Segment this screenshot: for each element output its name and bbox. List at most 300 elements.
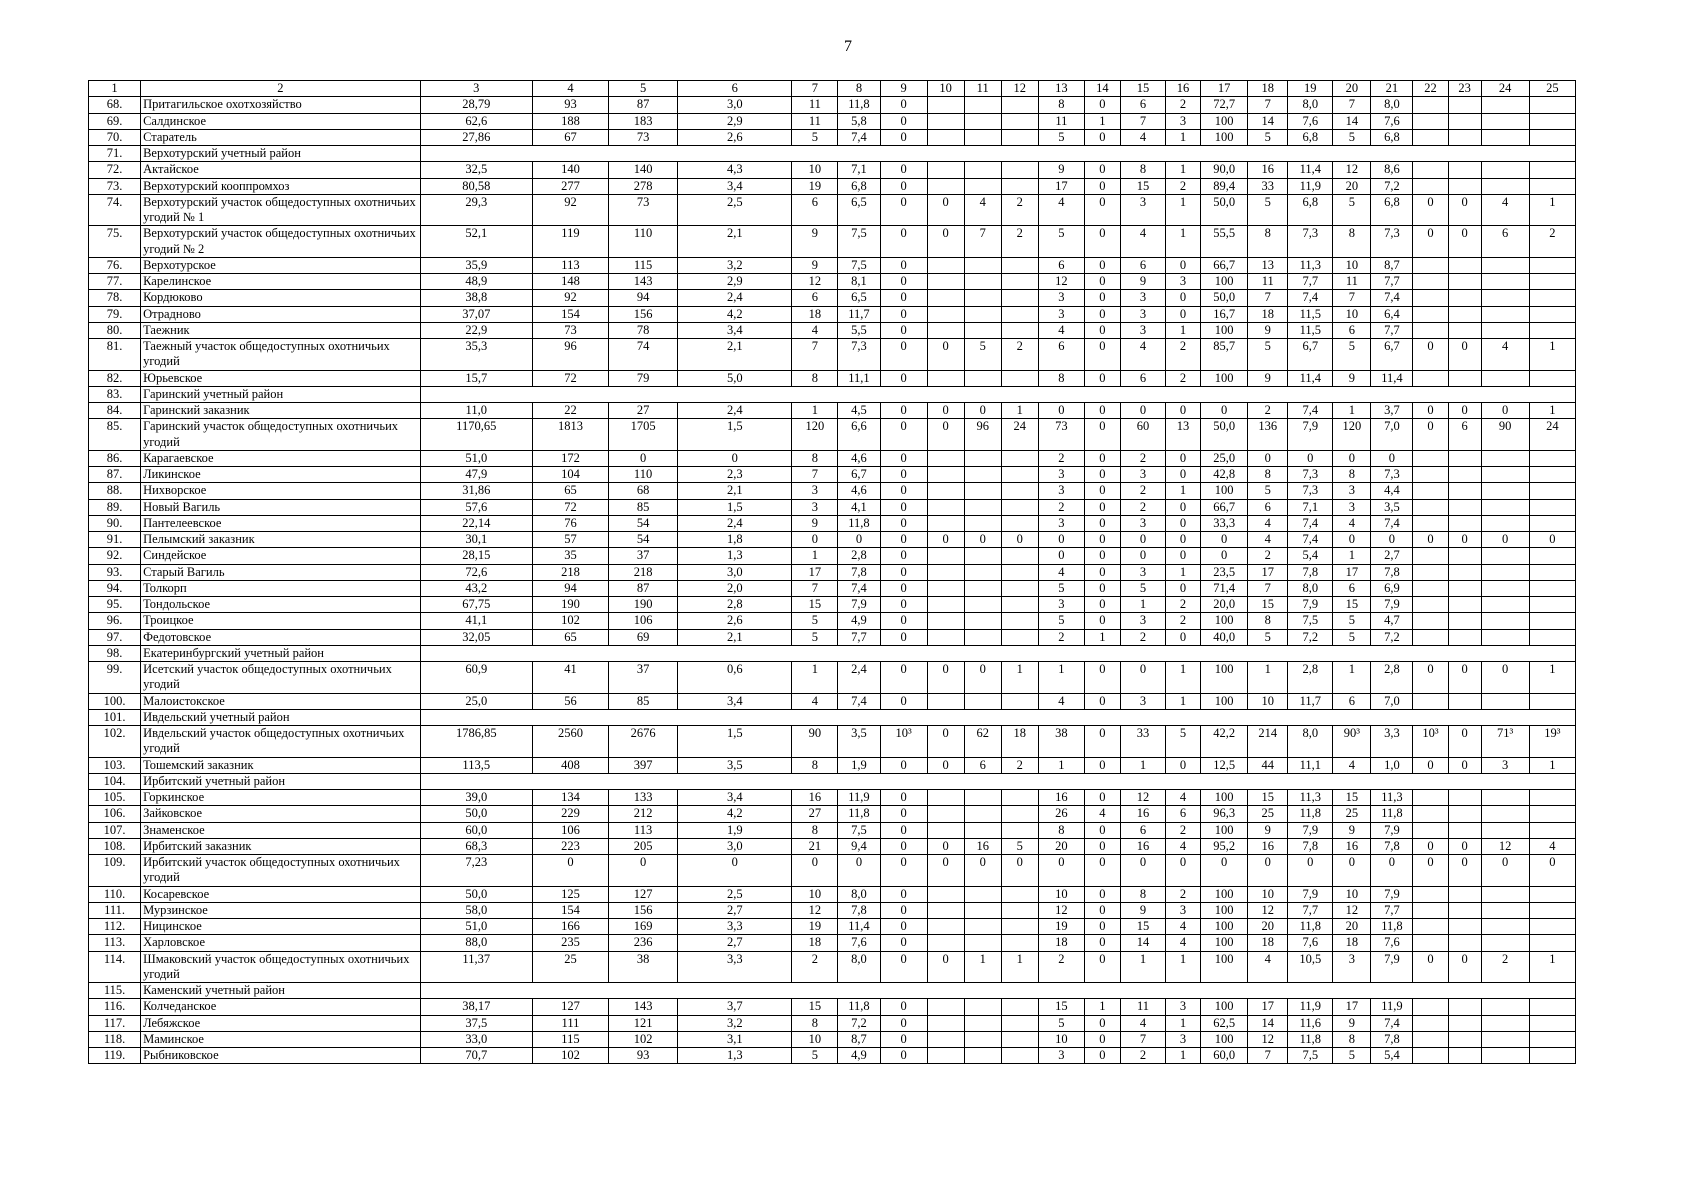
table-cell: 16,7 <box>1201 306 1248 322</box>
table-cell: 0 <box>1084 322 1120 338</box>
table-cell: 90 <box>1481 419 1529 451</box>
table-cell: 7,7 <box>1371 274 1413 290</box>
table-cell <box>1413 129 1448 145</box>
table-cell: 92 <box>532 290 608 306</box>
table-row <box>89 935 1576 951</box>
table-cell: 6 <box>1333 322 1371 338</box>
table-cell: 0 <box>1084 902 1120 918</box>
table-cell: 11,7 <box>1288 693 1333 709</box>
column-header-19: 19 <box>1288 81 1333 97</box>
table-cell: 0 <box>880 532 927 548</box>
table-cell: 6,8 <box>838 178 880 194</box>
table-cell: 0 <box>1166 515 1201 531</box>
table-cell: 0 <box>1084 919 1120 935</box>
table-cell: 5 <box>1038 129 1084 145</box>
row-number: 81. <box>89 339 141 371</box>
table-cell: 0 <box>1038 548 1084 564</box>
table-cell: 12 <box>1333 902 1371 918</box>
table-cell <box>1001 129 1038 145</box>
table-cell <box>927 129 964 145</box>
table-cell: 154 <box>532 306 608 322</box>
table-cell: 7,7 <box>838 629 880 645</box>
table-cell: 0 <box>880 855 927 887</box>
table-cell <box>1481 693 1529 709</box>
table-cell: 5,4 <box>1288 548 1333 564</box>
table-cell: 1 <box>1166 194 1201 226</box>
table-cell: 0 <box>927 855 964 887</box>
table-cell: 3,2 <box>678 257 792 273</box>
table-cell: 9 <box>1248 822 1288 838</box>
table-cell: 0 <box>1084 662 1120 694</box>
table-cell <box>1001 790 1038 806</box>
table-cell: 125 <box>532 886 608 902</box>
table-cell: 4 <box>1333 515 1371 531</box>
row-number: 101. <box>89 709 141 725</box>
table-cell <box>1448 178 1481 194</box>
table-row <box>89 886 1576 902</box>
table-cell: 4,2 <box>678 306 792 322</box>
table-cell: 0 <box>1448 951 1481 983</box>
table-cell: 11,5 <box>1288 306 1333 322</box>
table-cell: 85,7 <box>1201 339 1248 371</box>
table-cell: 11,1 <box>838 370 880 386</box>
table-cell: 16 <box>964 838 1001 854</box>
table-cell <box>927 290 964 306</box>
table-cell: 7,8 <box>838 564 880 580</box>
table-cell <box>1413 790 1448 806</box>
table-cell: 5 <box>792 1048 838 1064</box>
table-cell: 0 <box>927 757 964 773</box>
table-cell: 9 <box>1248 322 1288 338</box>
table-cell: 4 <box>1038 194 1084 226</box>
table-cell <box>964 1015 1001 1031</box>
table-cell: 66,7 <box>1201 499 1248 515</box>
table-cell <box>964 97 1001 113</box>
table-cell: 9,4 <box>838 838 880 854</box>
table-cell: 0 <box>1084 548 1120 564</box>
table-cell: 8,7 <box>1371 257 1413 273</box>
table-cell: 119 <box>532 226 608 258</box>
table-cell <box>1529 999 1575 1015</box>
table-cell: 120 <box>792 419 838 451</box>
table-cell <box>1481 886 1529 902</box>
table-cell: 154 <box>532 902 608 918</box>
table-cell: 20 <box>1038 838 1084 854</box>
row-name: Горкинское <box>141 790 421 806</box>
table-cell <box>1413 322 1448 338</box>
table-cell: 5 <box>1001 838 1038 854</box>
table-cell: 3,4 <box>678 790 792 806</box>
table-cell: 11,8 <box>838 515 880 531</box>
table-cell <box>1413 613 1448 629</box>
table-cell: 0 <box>880 838 927 854</box>
table-cell: 214 <box>1248 726 1288 758</box>
table-cell <box>927 999 964 1015</box>
table-cell <box>1481 306 1529 322</box>
table-cell <box>1481 257 1529 273</box>
table-cell <box>927 919 964 935</box>
table-cell: 89,4 <box>1201 178 1248 194</box>
table-cell <box>1448 919 1481 935</box>
table-cell: 0 <box>678 450 792 466</box>
table-cell: 8 <box>792 1015 838 1031</box>
table-cell: 17 <box>1248 564 1288 580</box>
table-cell: 7,4 <box>838 693 880 709</box>
table-cell: 57 <box>532 532 608 548</box>
table-cell: 7,9 <box>1371 597 1413 613</box>
table-cell <box>1001 515 1038 531</box>
table-cell: 3 <box>1038 290 1084 306</box>
table-cell <box>1448 613 1481 629</box>
table-cell <box>1448 597 1481 613</box>
table-cell: 32,05 <box>420 629 532 645</box>
table-cell: 5 <box>1248 629 1288 645</box>
table-cell: 12 <box>1248 902 1288 918</box>
table-row <box>89 790 1576 806</box>
table-cell: 0 <box>1333 450 1371 466</box>
row-number: 100. <box>89 693 141 709</box>
table-cell: 0 <box>964 855 1001 887</box>
table-cell: 9 <box>1120 274 1165 290</box>
table-cell <box>927 580 964 596</box>
table-cell: 8,0 <box>1288 726 1333 758</box>
table-cell <box>1448 1031 1481 1047</box>
table-cell: 19 <box>792 178 838 194</box>
table-cell: 100 <box>1201 483 1248 499</box>
table-cell: 7 <box>1333 97 1371 113</box>
table-cell <box>1413 580 1448 596</box>
table-cell: 1 <box>1166 483 1201 499</box>
table-cell <box>1413 162 1448 178</box>
table-cell: 0 <box>1084 419 1120 451</box>
row-name: Пелымский заказник <box>141 532 421 548</box>
table-cell: 6 <box>1448 419 1481 451</box>
row-name: Пантелеевское <box>141 515 421 531</box>
table-cell <box>1413 935 1448 951</box>
table-cell: 0 <box>927 532 964 548</box>
table-cell: 11 <box>1333 274 1371 290</box>
table-cell <box>1481 790 1529 806</box>
table-cell: 235 <box>532 935 608 951</box>
table-cell: 100 <box>1201 919 1248 935</box>
table-cell: 7,8 <box>838 902 880 918</box>
table-cell <box>1448 822 1481 838</box>
table-cell: 38 <box>1038 726 1084 758</box>
table-cell: 7 <box>1120 113 1165 129</box>
table-cell: 1786,85 <box>420 726 532 758</box>
table-cell <box>964 499 1001 515</box>
table-cell: 51,0 <box>420 450 532 466</box>
table-cell: 110 <box>609 467 678 483</box>
row-number: 94. <box>89 580 141 596</box>
table-cell: 100 <box>1201 662 1248 694</box>
table-cell: 0 <box>1201 403 1248 419</box>
table-cell: 7 <box>1248 97 1288 113</box>
table-cell: 3 <box>1166 902 1201 918</box>
table-cell: 18 <box>1001 726 1038 758</box>
row-name: Косаревское <box>141 886 421 902</box>
table-cell: 2 <box>1038 499 1084 515</box>
table-cell: 8 <box>1333 1031 1371 1047</box>
table-cell <box>1529 129 1575 145</box>
table-cell: 7,3 <box>1371 226 1413 258</box>
table-cell: 2 <box>1166 886 1201 902</box>
table-cell: 3 <box>792 483 838 499</box>
table-cell: 11,4 <box>838 919 880 935</box>
table-row <box>89 726 1576 758</box>
table-cell: 0 <box>880 97 927 113</box>
table-cell: 2 <box>1038 450 1084 466</box>
table-cell: 7,4 <box>1288 515 1333 531</box>
table-cell: 1 <box>1001 403 1038 419</box>
table-cell <box>927 548 964 564</box>
table-cell: 136 <box>1248 419 1288 451</box>
table-cell <box>964 919 1001 935</box>
table-cell <box>1481 902 1529 918</box>
table-cell: 42,2 <box>1201 726 1248 758</box>
table-cell: 9 <box>792 226 838 258</box>
column-header-20: 20 <box>1333 81 1371 97</box>
table-cell: 5 <box>1120 580 1165 596</box>
table-cell: 7,4 <box>1371 515 1413 531</box>
table-cell: 1 <box>1084 113 1120 129</box>
table-cell <box>1413 902 1448 918</box>
table-cell: 87 <box>609 97 678 113</box>
table-cell: 188 <box>532 113 608 129</box>
table-cell: 0 <box>880 403 927 419</box>
table-cell: 18 <box>1333 935 1371 951</box>
table-cell: 0 <box>927 726 964 758</box>
table-cell <box>1448 274 1481 290</box>
table-cell: 3 <box>1166 1031 1201 1047</box>
table-cell: 7,6 <box>1371 113 1413 129</box>
table-cell: 5 <box>1248 194 1288 226</box>
table-cell <box>1413 306 1448 322</box>
table-cell: 85 <box>609 499 678 515</box>
section-row <box>89 146 1576 162</box>
table-cell: 65 <box>532 629 608 645</box>
table-cell <box>927 515 964 531</box>
table-cell: 10³ <box>1413 726 1448 758</box>
table-cell <box>927 1015 964 1031</box>
table-cell: 9 <box>1248 370 1288 386</box>
table-cell: 14 <box>1248 113 1288 129</box>
table-cell: 4 <box>1248 951 1288 983</box>
table-cell: 1,3 <box>678 1048 792 1064</box>
table-cell: 15 <box>792 597 838 613</box>
table-cell <box>1001 629 1038 645</box>
table-cell: 156 <box>609 902 678 918</box>
table-cell: 100 <box>1201 613 1248 629</box>
row-name: Верхотурский участок общедоступных охотничьих угодий № 1 <box>141 194 421 226</box>
table-cell: 17 <box>1248 999 1288 1015</box>
table-cell: 4 <box>1038 564 1084 580</box>
table-cell: 4 <box>1166 838 1201 854</box>
table-cell <box>1413 370 1448 386</box>
table-cell: 113 <box>609 822 678 838</box>
table-cell: 115 <box>609 257 678 273</box>
table-cell: 3 <box>1120 693 1165 709</box>
table-cell: 7,5 <box>1288 1048 1333 1064</box>
table-cell: 5 <box>792 629 838 645</box>
table-cell: 5 <box>1166 726 1201 758</box>
table-cell: 2 <box>1166 97 1201 113</box>
table-cell: 11,8 <box>838 999 880 1015</box>
table-cell: 0 <box>1084 564 1120 580</box>
table-cell: 166 <box>532 919 608 935</box>
row-name: Ликинское <box>141 467 421 483</box>
table-cell: 54 <box>609 515 678 531</box>
table-cell: 15 <box>1120 919 1165 935</box>
table-cell: 24 <box>1001 419 1038 451</box>
table-cell: 3,4 <box>678 322 792 338</box>
table-cell <box>1413 1048 1448 1064</box>
table-cell: 120 <box>1333 419 1371 451</box>
table-cell <box>1413 515 1448 531</box>
table-cell: 0 <box>1413 419 1448 451</box>
table-cell: 0 <box>880 886 927 902</box>
row-number: 106. <box>89 806 141 822</box>
table-cell: 71³ <box>1481 726 1529 758</box>
row-number: 104. <box>89 773 141 789</box>
table-cell: 1 <box>1166 162 1201 178</box>
table-cell: 10 <box>1333 257 1371 273</box>
table-cell: 0 <box>1481 532 1529 548</box>
table-cell <box>1481 162 1529 178</box>
row-name: Притагильское охотхозяйство <box>141 97 421 113</box>
table-cell: 0 <box>1084 951 1120 983</box>
table-cell: 32,5 <box>420 162 532 178</box>
row-number: 85. <box>89 419 141 451</box>
table-cell: 3 <box>1120 194 1165 226</box>
row-number: 72. <box>89 162 141 178</box>
table-cell: 33 <box>1248 178 1288 194</box>
table-cell: 0 <box>880 919 927 935</box>
table-cell: 25 <box>1333 806 1371 822</box>
table-cell: 408 <box>532 757 608 773</box>
table-cell: 8 <box>1248 226 1288 258</box>
table-cell: 0 <box>1084 499 1120 515</box>
table-cell: 3 <box>1333 499 1371 515</box>
table-cell <box>1001 113 1038 129</box>
table-cell: 7,6 <box>838 935 880 951</box>
table-cell: 0 <box>1001 532 1038 548</box>
table-row <box>89 306 1576 322</box>
section-empty-cell <box>420 773 1575 789</box>
table-cell: 0 <box>1084 450 1120 466</box>
table-cell: 7,9 <box>1371 886 1413 902</box>
table-cell <box>1481 178 1529 194</box>
table-cell <box>1413 483 1448 499</box>
table-row <box>89 693 1576 709</box>
row-name: Верхотурское <box>141 257 421 273</box>
row-number: 84. <box>89 403 141 419</box>
table-cell: 7,23 <box>420 855 532 887</box>
table-cell: 11,8 <box>838 806 880 822</box>
table-cell <box>1448 499 1481 515</box>
table-cell: 0 <box>609 450 678 466</box>
table-cell: 58,0 <box>420 902 532 918</box>
table-cell <box>1529 515 1575 531</box>
table-cell: 7,5 <box>838 822 880 838</box>
table-cell: 5 <box>1333 629 1371 645</box>
table-cell <box>1001 613 1038 629</box>
table-cell <box>964 580 1001 596</box>
table-cell: 18 <box>1248 306 1288 322</box>
table-cell: 27 <box>609 403 678 419</box>
row-number: 117. <box>89 1015 141 1031</box>
table-cell: 0 <box>1529 855 1575 887</box>
table-cell <box>964 806 1001 822</box>
table-cell <box>964 822 1001 838</box>
table-cell: 92 <box>532 194 608 226</box>
table-cell: 1,5 <box>678 499 792 515</box>
table-cell: 1 <box>1120 757 1165 773</box>
table-cell: 3 <box>1166 999 1201 1015</box>
table-cell: 12,5 <box>1201 757 1248 773</box>
table-cell <box>1001 564 1038 580</box>
table-cell: 4,4 <box>1371 483 1413 499</box>
table-cell: 0 <box>1084 194 1120 226</box>
table-cell: 11,7 <box>838 306 880 322</box>
table-cell: 9 <box>792 257 838 273</box>
table-row <box>89 178 1576 194</box>
table-cell: 6,7 <box>838 467 880 483</box>
row-name: Ницинское <box>141 919 421 935</box>
row-number: 115. <box>89 983 141 999</box>
table-cell <box>1481 629 1529 645</box>
table-cell <box>927 370 964 386</box>
table-cell: 0 <box>1084 97 1120 113</box>
table-cell <box>1529 902 1575 918</box>
table-cell: 4 <box>1481 339 1529 371</box>
table-cell: 0 <box>609 855 678 887</box>
table-cell: 6,5 <box>838 194 880 226</box>
table-cell: 90 <box>792 726 838 758</box>
table-cell <box>1001 902 1038 918</box>
table-cell: 5,0 <box>678 370 792 386</box>
table-cell: 0 <box>880 629 927 645</box>
table-cell: 11,8 <box>838 97 880 113</box>
table-cell: 113 <box>532 257 608 273</box>
table-cell: 2 <box>1166 822 1201 838</box>
row-number: 109. <box>89 855 141 887</box>
table-cell <box>927 822 964 838</box>
table-cell: 7,6 <box>1288 935 1333 951</box>
table-cell: 24 <box>1529 419 1575 451</box>
table-cell: 10 <box>1248 693 1288 709</box>
table-cell <box>1481 97 1529 113</box>
table-cell <box>1413 597 1448 613</box>
table-cell <box>1481 515 1529 531</box>
table-row <box>89 467 1576 483</box>
table-cell: 17 <box>1333 999 1371 1015</box>
table-cell <box>1413 822 1448 838</box>
row-number: 105. <box>89 790 141 806</box>
table-cell <box>1448 467 1481 483</box>
table-cell: 102 <box>532 1048 608 1064</box>
table-cell: 7,3 <box>1371 467 1413 483</box>
table-cell <box>964 306 1001 322</box>
table-cell: 100 <box>1201 886 1248 902</box>
table-cell: 5 <box>792 129 838 145</box>
table-cell <box>1529 370 1575 386</box>
table-cell: 0 <box>1084 483 1120 499</box>
table-cell: 2,1 <box>678 629 792 645</box>
table-cell: 16 <box>1248 838 1288 854</box>
table-cell: 1 <box>1166 564 1201 580</box>
row-name: Синдейское <box>141 548 421 564</box>
